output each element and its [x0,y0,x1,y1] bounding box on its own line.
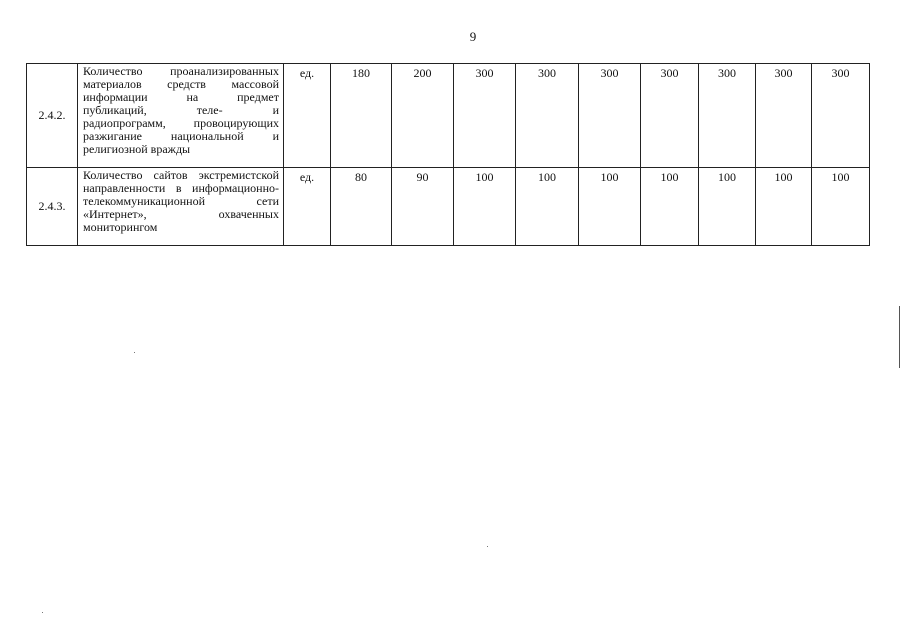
row-code: 2.4.3. [27,168,78,246]
value-cell: 200 [392,64,454,168]
value-cell: 100 [756,168,812,246]
value-cell: 180 [331,64,392,168]
value-cell: 300 [579,64,641,168]
value-cell: 100 [579,168,641,246]
scan-speck [42,612,43,613]
value-cell: 300 [641,64,699,168]
value-cell: 100 [516,168,579,246]
value-cell: 300 [812,64,870,168]
description-line: материалов средств массовой [83,77,279,91]
description-line: радиопрограмм, провоцирующих [83,116,279,130]
description-line: публикаций, теле- и [83,103,279,117]
value-cell: 300 [454,64,516,168]
page-number: 9 [469,29,477,44]
description-line: информации на предмет [83,90,279,104]
description-line: религиозной вражды [83,142,191,156]
scan-speck [487,546,488,547]
value-cell: 80 [331,168,392,246]
value-cell: 300 [516,64,579,168]
value-cell: 100 [699,168,756,246]
row-unit: ед. [284,168,331,246]
scan-speck [134,352,135,353]
description-line: телекоммуникационной сети [83,194,279,208]
table-row [27,168,870,246]
description-line: мониторингом [83,220,158,234]
description-line: «Интернет», охваченных [83,207,279,221]
description-line: разжигание национальной и [83,129,279,143]
indicator-table [26,63,870,246]
row-description [78,168,284,246]
table-row [27,64,870,168]
value-cell: 300 [699,64,756,168]
description-line: Количество сайтов экстремистской [83,168,279,182]
value-cell: 100 [812,168,870,246]
row-unit: ед. [284,64,331,168]
row-description [78,64,284,168]
value-cell: 100 [641,168,699,246]
value-cell: 100 [454,168,516,246]
value-cell: 300 [756,64,812,168]
description-line: Количество проанализированных [83,64,279,78]
description-line: направленности в информационно- [83,181,279,195]
value-cell: 90 [392,168,454,246]
row-code: 2.4.2. [27,64,78,168]
scan-edge-mark [899,306,900,368]
